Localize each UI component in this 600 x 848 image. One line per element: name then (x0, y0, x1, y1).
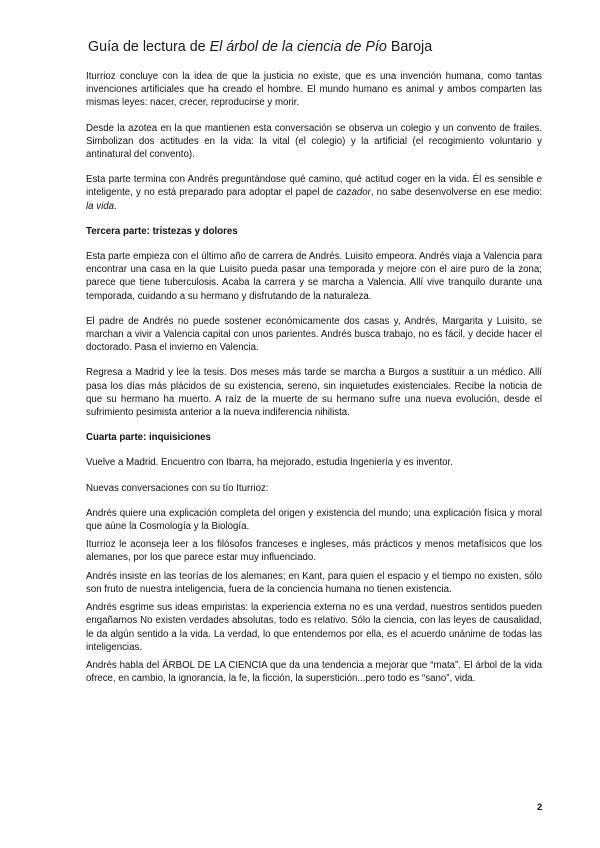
paragraph-azotea: Desde la azotea en la que mantienen esta conversación se observa un colegio y un convento de frailes. Simbolizan dos actitudes en la vida: la vital (el colegio) y la artificial (el recogimiento voluntario y antinatural del convento). (86, 122, 542, 161)
paragraph-vuelve-madrid: Vuelve a Madrid. Encuentro con Ibarra, ha mejorado, estudia Ingeniería y es inventor. (86, 457, 453, 469)
paragraph-parte-termina (86, 173, 542, 213)
header-prefix: Guía de lectura de (88, 39, 210, 55)
paragraph-text: . (114, 200, 117, 212)
paragraph-text: Esta parte termina con Andrés preguntándose qué camino, qué actitud coger en la vida. Él es sensible e inteligente, y no está preparado para adoptar el papel de (86, 174, 542, 199)
header-book-title: El árbol de la ciencia de Pío (209, 39, 387, 55)
paragraph-padre-andres: El padre de Andrés no puede sostener económicamente dos casas y, Andrés, Margarita y Luisito, se marchan a vivir a Valencia capital con unos parientes. Andrés busca trabajo, no es fácil, y decide hacer el doctorado. Pasa el invierno en Valencia. (86, 315, 542, 354)
page-header (88, 38, 560, 56)
paragraph-nuevas-conversaciones: Nuevas conversaciones con su tío Iturrioz: (86, 482, 269, 494)
emphasis-la-vida: la vida (86, 200, 115, 212)
emphasis-cazador: cazador (336, 187, 371, 199)
paragraph-empiristas: Andrés esgrime sus ideas empiristas: la experiencia externa no es una verdad, nuestros sentidos pueden engañarnos No existen verdades absolutas, todo es relativo. Sólo la ciencia, con las leyes de causalidad, le da algún sentido a la vida. La verdad, lo que entendemos por ella, es el acuerdo unánime de todas las inteligencias. (86, 602, 542, 653)
section-heading-tercera-parte: Tercera parte: tristezas y dolores (86, 225, 238, 237)
paragraph-kant: Andrés insiste en las teorías de los alemanes; en Kant, para quien el espacio y el tiempo no existen, sólo son fruto de nuestra inteligencia, fuera de la conciencia humana no tienen existencia. (86, 570, 542, 595)
paragraph-ultimo-ano: Esta parte empieza con el último año de carrera de Andrés. Luisito empeora. Andrés viaja a Valencia para encontrar una casa en la que Luisito pueda pasar una temporada y mejore con el aire puro de la zona; parece que tiene tuberculosis. Acaba la carrera y se marcha a Valencia. Allí vive tranquilo durante una temporada, cuidando a su hermano y disfrutando de la naturaleza. (86, 251, 542, 302)
paragraph-filosofos: Iturrioz le aconseja leer a los filósofos franceses e ingleses, más prácticos y menos metafísicos que los alemanes, por los que parece estar muy influenciado. (86, 539, 542, 564)
paragraph-regresa-madrid: Regresa a Madrid y lee la tesis. Dos meses más tarde se marcha a Burgos a sustituir a un médico. Allí pasa los días más plácidos de su existencia, sereno, sin inquietudes existenciales. Recibe la noticia de que su hermano ha muerto. A raíz de la muerte de su hermano sufre una nueva evolución, desde el sufrimiento pesimista anterior a la nueva indiferencia nihilista. (86, 367, 542, 419)
document-body (86, 70, 542, 685)
section-heading-cuarta-parte: Cuarta parte: inquisiciones (86, 432, 211, 444)
paragraph-explicacion-completa: Andrés quiere una explicación completa del origen y existencia del mundo; una explicación física y moral que aúne la Cosmología y la Biología. (86, 507, 542, 533)
paragraph-iturrioz-justicia: Iturrioz concluye con la idea de que la justicia no existe, que es una invención humana, como tantas invenciones artificiales que ha creado el hombre. El mundo humano es animal y ambos comparten las mismas leyes: nacer, crecer, reproducirse y morir. (86, 71, 542, 109)
paragraph-text: , no sabe desenvolverse en ese medio: (370, 187, 542, 199)
page-number: 2 (537, 802, 543, 813)
header-suffix: Baroja (386, 39, 433, 55)
paragraph-arbol-ciencia: Andrés habla del ÁRBOL DE LA CIENCIA que da una tendencia a mejorar que “mata”. El árbol de la vida ofrece, en cambio, la ignorancia, la fe, la ficción, la superstición...pero todo es “sano”, vida. (86, 659, 542, 685)
